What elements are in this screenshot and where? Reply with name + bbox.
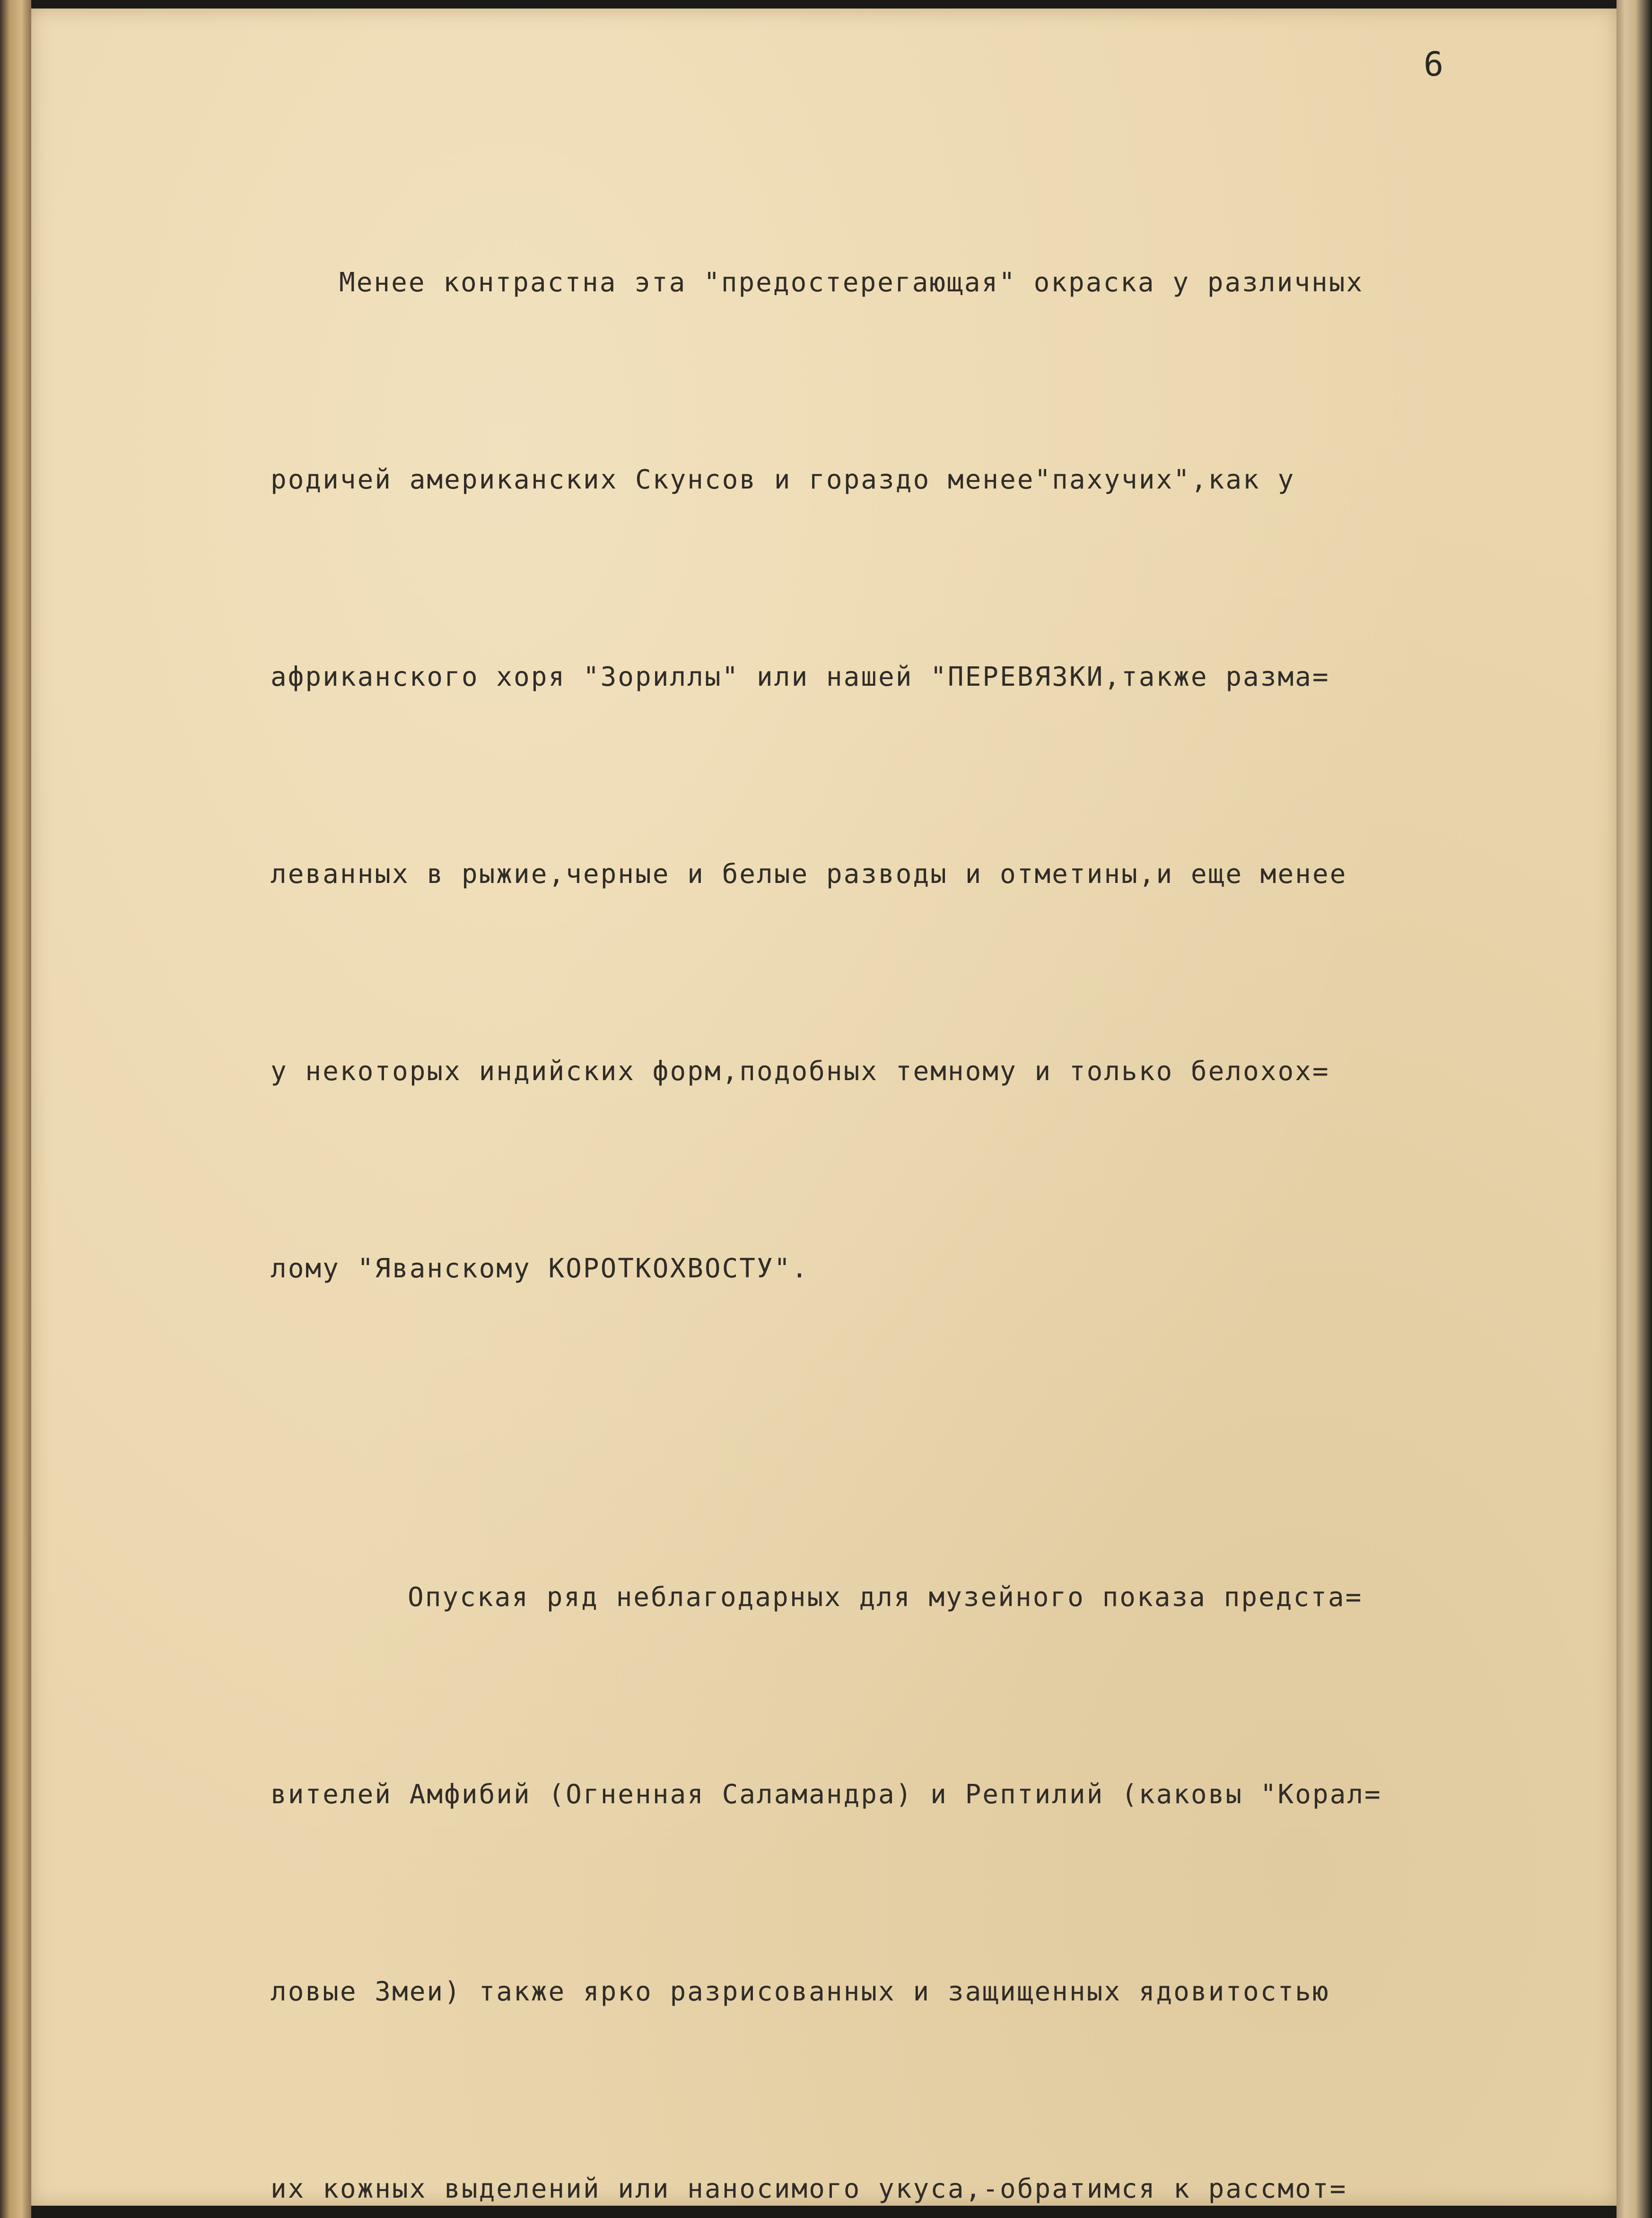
text-line: лому "Яванскому КОРОТКОХВОСТУ". bbox=[271, 1253, 809, 1284]
text-line: их кожных выделений или наносимого укуса,-обратимся к рассмот= bbox=[271, 2174, 1347, 2204]
text-line: леванных в рыжие,черные и белые разводы и отметины,и еще менее bbox=[271, 859, 1347, 890]
page-edge bbox=[1617, 0, 1652, 2218]
text-line: Менее контрастна эта "предостерегающая" окраска у различных bbox=[339, 267, 1364, 298]
page-number: 6 bbox=[1424, 45, 1446, 84]
paragraph bbox=[271, 118, 1604, 1433]
text-line: Опуская ряд неблагодарных для музейного показа предста= bbox=[408, 1582, 1363, 1613]
text-line: ловые Змеи) также ярко разрисованных и защищенных ядовитостью bbox=[271, 1976, 1330, 2007]
text-line: родичей американских Скунсов и гораздо менее"пахучих",как у bbox=[271, 464, 1295, 495]
binding-edge bbox=[0, 0, 31, 2218]
typewritten-text bbox=[271, 118, 1604, 2218]
paragraph bbox=[271, 1433, 1604, 2218]
text-line: у некоторых индийских форм,подобных темному и только белохох= bbox=[271, 1056, 1330, 1087]
text-line: вителей Амфибий (Огненная Саламандра) и Рептилий (каковы "Корал= bbox=[271, 1779, 1382, 1810]
text-line: африканского хоря "Зориллы" или нашей "ПЕРЕВЯЗКИ,также разма= bbox=[271, 662, 1330, 692]
